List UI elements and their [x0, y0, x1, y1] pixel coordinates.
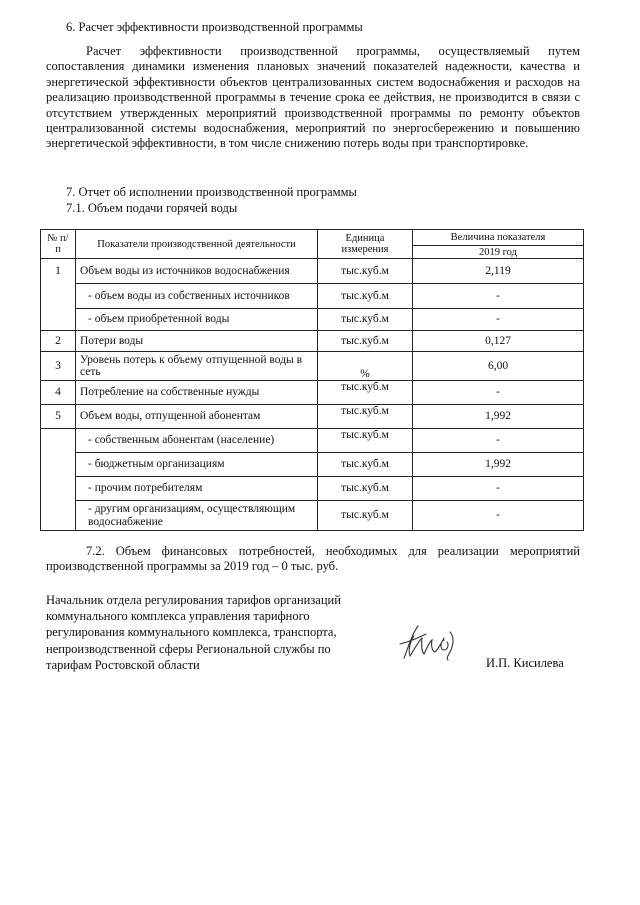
row-name: - объем воды из собственных источников — [76, 284, 318, 309]
section6-title: 6. Расчет эффективности производственной программы — [66, 20, 363, 34]
row-num: 2 — [41, 331, 76, 352]
row-name: Уровень потерь к объему отпущенной воды в сеть — [76, 352, 318, 381]
row-name: Потери воды — [76, 331, 318, 352]
handwritten-signature — [396, 620, 466, 664]
row-value: 6,00 — [413, 352, 584, 381]
row-name: - объем приобретенной воды — [76, 309, 318, 331]
row-unit: тыс.куб.м — [318, 405, 413, 429]
row-unit: тыс.куб.м — [318, 501, 413, 531]
row-value: - — [413, 477, 584, 501]
row-value: 1,992 — [413, 405, 584, 429]
row-num: 1 — [41, 259, 76, 331]
table-row — [41, 352, 584, 381]
signer-name: И.П. Кисилева — [486, 656, 564, 670]
signature-position: Начальник отдела регулирования тарифов организаций коммунального комплекса управления тарифного регулирования коммунального комплекса, транспорта, непроизводственной сферы Региональной службы по тарифам Ростовской области — [46, 593, 341, 672]
row-num: 4 — [41, 381, 76, 405]
row-name: - собственным абонентам (население) — [76, 429, 318, 453]
row-name: - другим организациям, осуществляющим водоснабжение — [76, 501, 318, 531]
row-unit: тыс.куб.м — [318, 381, 413, 405]
section6-paragraph: Расчет эффективности производственной программы, осуществляемый путем сопоставления динамики изменения плановых значений показателей надежности, качества и энергетической эффективности объектов централизованных систем водоснабжения и расходов на реализацию производственной программы в течение срока ее действия, не производится в связи с отсутствием утвержденных мероприятий производственной программы по ремонту объектов централизованной системы водоснабжения, мероприятий по энергосбережению и повышению энергетической эффективности, в том числе снижению потерь воды при транспортировке. — [46, 44, 580, 151]
table-row — [41, 331, 584, 352]
row-name: Объем воды, отпущенной абонентам — [76, 405, 318, 429]
section7-title: 7. Отчет об исполнении производственной программы — [66, 185, 357, 199]
table-row — [41, 501, 584, 531]
table-row — [41, 309, 584, 331]
row-value: 0,127 — [413, 331, 584, 352]
row-unit: тыс.куб.м — [318, 429, 413, 453]
table-row — [41, 453, 584, 477]
header-indicator: Показатели производственной деятельности — [76, 230, 318, 259]
row-unit: тыс.куб.м — [318, 309, 413, 331]
section72-paragraph: 7.2. Объем финансовых потребностей, необходимых для реализации мероприятий производственной программы за 2019 год – 0 тыс. руб. — [46, 544, 580, 574]
section7-subtitle: 7.1. Объем подачи горячей воды — [66, 201, 238, 215]
row-value: - — [413, 429, 584, 453]
table-row — [41, 429, 584, 453]
header-unit: Единица измерения — [318, 230, 413, 259]
row-num: 3 — [41, 352, 76, 381]
row-name: - прочим потребителям — [76, 477, 318, 501]
row-unit: тыс.куб.м — [318, 284, 413, 309]
row-value: 1,992 — [413, 453, 584, 477]
header-year: 2019 год — [413, 246, 584, 259]
header-value: Величина показателя — [413, 230, 584, 246]
row-value: - — [413, 381, 584, 405]
row-unit: тыс.куб.м — [318, 477, 413, 501]
row-name: Объем воды из источников водоснабжения — [76, 259, 318, 284]
table-row — [41, 381, 584, 405]
table-row — [41, 284, 584, 309]
row-name: Потребление на собственные нужды — [76, 381, 318, 405]
row-value: - — [413, 284, 584, 309]
row-name: - бюджетным организациям — [76, 453, 318, 477]
header-num: № п/п — [41, 230, 76, 259]
table-row — [41, 477, 584, 501]
row-unit: тыс.куб.м — [318, 259, 413, 284]
row-num: 5 — [41, 405, 76, 429]
row-unit: тыс.куб.м — [318, 453, 413, 477]
row-value: - — [413, 501, 584, 531]
row-unit: тыс.куб.м — [318, 331, 413, 352]
water-supply-table — [40, 229, 584, 531]
row-value: 2,119 — [413, 259, 584, 284]
row-value: - — [413, 309, 584, 331]
table-header-row — [41, 230, 584, 246]
table-row — [41, 405, 584, 429]
row-unit: % — [318, 352, 413, 381]
table-row — [41, 259, 584, 284]
row-num-empty — [41, 429, 76, 531]
